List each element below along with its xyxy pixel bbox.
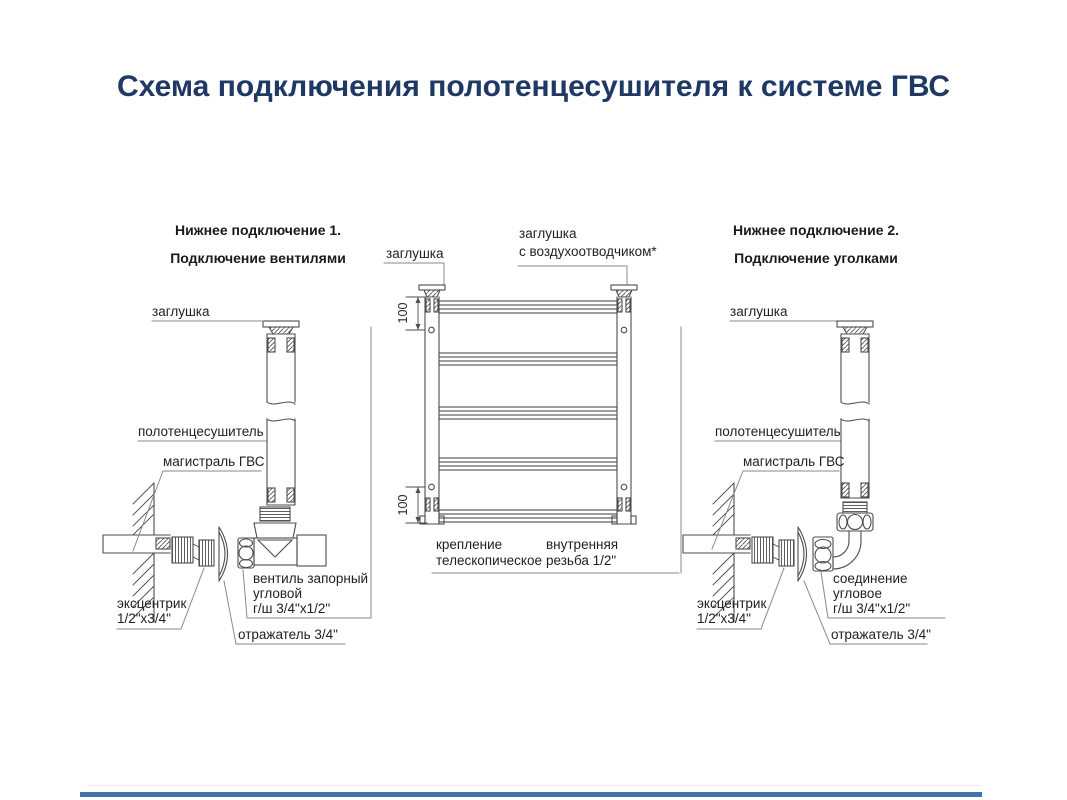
left-valve-label-line1: вентиль запорный	[253, 571, 369, 586]
towel-rail-front-view	[384, 263, 681, 573]
right-diagram-header-line2: Подключение уголками	[734, 250, 898, 266]
right-eccentric-label-line2: 1/2"x3/4"	[697, 611, 751, 626]
center-mount-label-line1: крепление	[436, 537, 503, 552]
left-diagram-header-line2: Подключение вентилями	[170, 250, 346, 266]
center-mount-label-line2: телескопическое	[436, 553, 543, 568]
dimension-label-top: 100	[396, 302, 410, 324]
left-towel-rail-label: полотенцесушитель	[138, 424, 264, 439]
right-cap-label: заглушка	[730, 304, 788, 319]
left-cap-label: заглушка	[152, 304, 210, 319]
right-reflector-label: отражатель 3/4"	[831, 627, 931, 642]
right-elbow-label-line2: угловое	[833, 586, 882, 601]
right-main-line-label: магистраль ГВС	[743, 454, 845, 469]
left-eccentric-label-line1: эксцентрик	[117, 596, 187, 611]
center-airvent-cap-label-line1: заглушка	[519, 226, 577, 241]
bottom-accent-bar	[80, 792, 982, 797]
rail-rungs	[439, 301, 617, 522]
right-diagram-header-line1: Нижнее подключение 2.	[732, 222, 900, 238]
left-valve-label-line3: г/ш 3/4"x1/2"	[253, 601, 331, 616]
left-reflector-label: отражатель 3/4"	[238, 627, 338, 642]
page-title: Схема подключения полотенцесушителя к системе ГВС	[116, 70, 951, 103]
center-airvent-cap-label-line2: с воздухоотводчиком*	[519, 244, 657, 259]
center-cap-label: заглушка	[386, 246, 444, 261]
right-eccentric-label-line1: эксцентрик	[697, 596, 767, 611]
left-main-line-label: магистраль ГВС	[163, 454, 265, 469]
center-thread-label-line2: резьба 1/2"	[546, 553, 617, 568]
left-valve-label-line2: угловой	[253, 586, 302, 601]
left-diagram-header-line1: Нижнее подключение 1.	[174, 222, 342, 238]
slide-edge-line	[87, 785, 980, 786]
right-towel-rail-label: полотенцесушитель	[715, 424, 841, 439]
left-eccentric-label-line2: 1/2"x3/4"	[117, 611, 171, 626]
center-thread-label-line1: внутренняя	[546, 537, 619, 552]
right-elbow-label-line1: соединение	[833, 571, 908, 586]
right-elbow-label-line3: г/ш 3/4"x1/2"	[833, 601, 911, 616]
dimension-label-bottom: 100	[396, 494, 410, 516]
